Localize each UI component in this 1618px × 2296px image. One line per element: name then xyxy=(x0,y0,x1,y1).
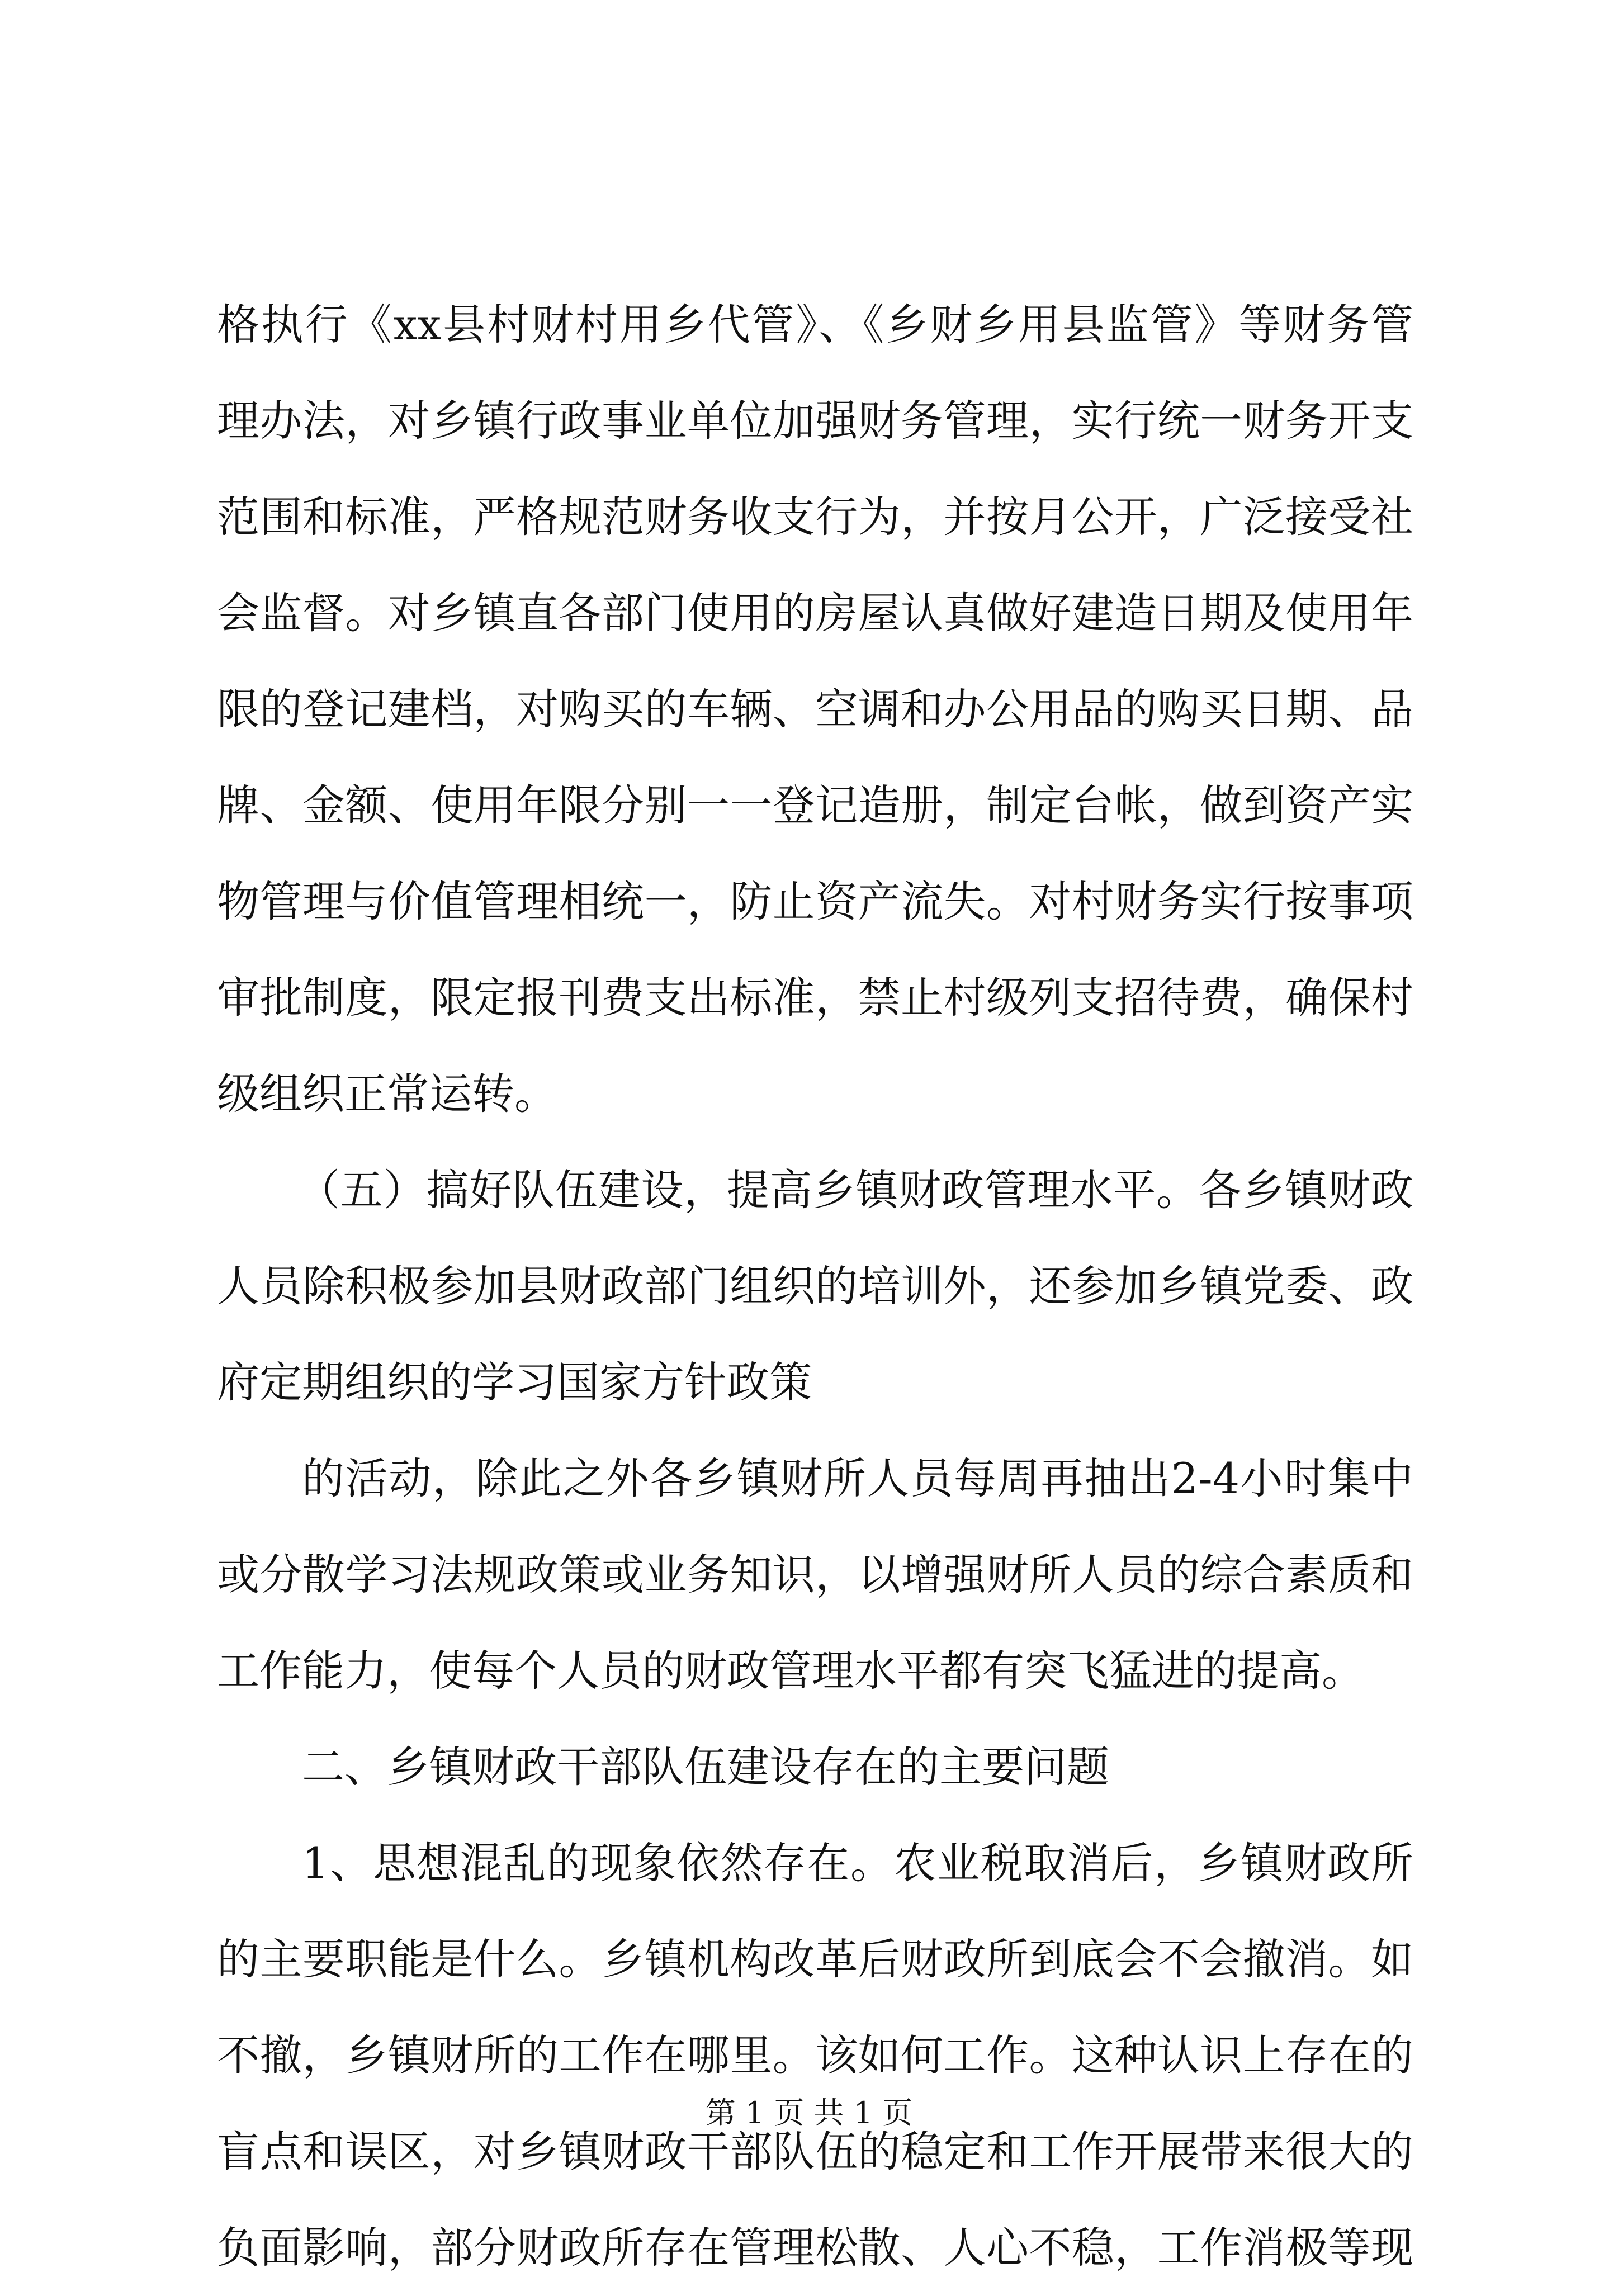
text-line: 不撤，乡镇财所的工作在哪里。该如何工作。这种认识上存在的 xyxy=(217,2030,1413,2080)
text-line: 限的登记建档，对购买的车辆、空调和办公用品的购买日期、品 xyxy=(217,684,1413,734)
text-line: 的活动，除此之外各乡镇财所人员每周再抽出2-4小时集中 xyxy=(302,1454,1413,1503)
text-line: 盲点和误区，对乡镇财政干部队伍的稳定和工作开展带来很大的 xyxy=(217,2127,1413,2176)
text-line: 审批制度，限定报刊费支出标准，禁止村级列支招待费，确保村 xyxy=(217,973,1413,1022)
text-line: 物管理与价值管理相统一，防止资产流失。对村财务实行按事项 xyxy=(217,877,1413,926)
text-line: 的主要职能是什么。乡镇机构改革后财政所到底会不会撤消。如 xyxy=(217,1934,1413,1984)
text-line: 级组织正常运转。 xyxy=(217,1069,557,1119)
body-text xyxy=(217,277,1413,2296)
text-line: 或分散学习法规政策或业务知识，以增强财所人员的综合素质和 xyxy=(217,1550,1413,1599)
text-line: 府定期组织的学习国家方针政策 xyxy=(217,1357,812,1407)
text-line: 牌、金额、使用年限分别一一登记造册，制定台帐，做到资产实 xyxy=(217,780,1413,830)
text-line: 二、乡镇财政干部队伍建设存在的主要问题 xyxy=(302,1742,1109,1792)
text-line: 负面影响，部分财政所存在管理松散、人心不稳，工作消极等现 xyxy=(217,2223,1413,2273)
text-line: 格执行《xx县村财村用乡代管》、《乡财乡用县监管》等财务管 xyxy=(217,300,1413,349)
text-line: 范围和标准，严格规范财务收支行为，并按月公开，广泛接受社 xyxy=(217,492,1413,542)
text-line: 1、思想混乱的现象依然存在。农业税取消后，乡镇财政所 xyxy=(302,1838,1413,1888)
text-line: 人员除积极参加县财政部门组织的培训外，还参加乡镇党委、政 xyxy=(217,1261,1413,1311)
text-line: 会监督。对乡镇直各部门使用的房屋认真做好建造日期及使用年 xyxy=(217,588,1413,638)
text-line: 理办法，对乡镇行政事业单位加强财务管理，实行统一财务开支 xyxy=(217,396,1413,446)
text-line: （五）搞好队伍建设，提高乡镇财政管理水平。各乡镇财政 xyxy=(297,1165,1413,1215)
text-line: 工作能力，使每个人员的财政管理水平都有突飞猛进的提高。 xyxy=(217,1646,1364,1696)
page-footer: 第 1 页 共 1 页 xyxy=(705,2095,913,2131)
